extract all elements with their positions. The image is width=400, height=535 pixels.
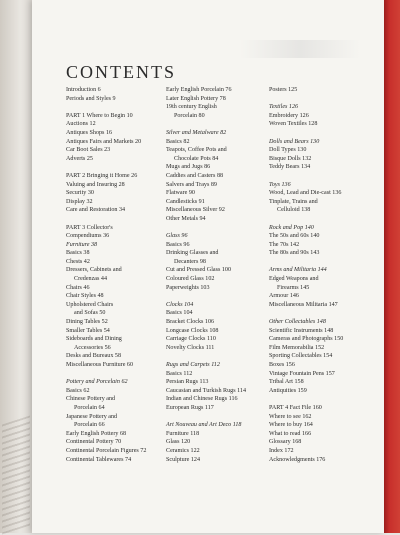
toc-entry: Smaller Tables 54 <box>66 327 110 334</box>
toc-entry: Bracket Clocks 106 <box>166 319 215 326</box>
toc-entry: Antiques Shops 16 <box>66 129 113 136</box>
toc-part-heading: PART 1 Where to Begin 10 <box>66 112 133 119</box>
toc-gap <box>66 163 162 172</box>
toc-gap <box>166 352 270 361</box>
toc-gap <box>166 224 270 233</box>
toc-gap <box>166 120 270 129</box>
toc-entry: Dining Tables 52 <box>66 319 108 326</box>
toc-entry: Display 32 <box>66 198 93 205</box>
toc-entry: 19th century English <box>166 104 217 111</box>
toc-section-heading: Toys 136 <box>269 181 291 188</box>
toc-section-heading: Glass 96 <box>166 233 188 240</box>
toc-entry: Antiquities 159 <box>269 387 307 394</box>
toc-entry: Paperweights 103 <box>166 284 210 291</box>
toc-section-heading: Furniture 38 <box>66 241 98 248</box>
toc-entry: Where to buy 164 <box>269 422 313 429</box>
toc-entry: Early English Pottery 68 <box>66 430 127 437</box>
toc-gap <box>269 95 373 104</box>
toc-section-heading: Clocks 104 <box>166 301 194 308</box>
toc-entry: Salvers and Trays 89 <box>166 181 217 188</box>
toc-entry: Cameras and Photographs 150 <box>269 336 344 343</box>
toc-entry-continuation: Credenzas 44 <box>74 276 107 283</box>
toc-entry: Introduction 6 <box>66 87 101 93</box>
toc-entry-continuation: Firearms 145 <box>277 284 310 291</box>
toc-gap <box>166 292 270 301</box>
toc-entry: Security 30 <box>66 190 94 197</box>
toc-gap <box>269 309 373 318</box>
toc-entry-continuation: Porcelain 80 <box>174 112 205 119</box>
toc-entry-continuation: Porcelain 66 <box>74 422 105 429</box>
toc-part-heading: PART 3 Collector's <box>66 224 113 231</box>
toc-entry: The 50s and 60s 140 <box>269 233 320 240</box>
toc-entry: Teddy Bears 134 <box>269 164 311 171</box>
toc-entry: Chair Styles 48 <box>66 293 104 300</box>
toc-entry-continuation: and Sofas 50 <box>74 310 106 317</box>
toc-entry: Armour 146 <box>269 293 299 300</box>
toc-entry: Basics 38 <box>66 250 90 257</box>
toc-entry: Furniture 118 <box>166 430 200 437</box>
toc-section-heading: Arms and Militaria 144 <box>269 267 327 274</box>
toc-section-heading: Pottery and Porcelain 62 <box>66 379 128 386</box>
toc-entry: European Rugs 117 <box>166 404 214 411</box>
toc-entry-continuation: Porcelain 64 <box>74 404 105 411</box>
toc-entry: Continental Pottery 70 <box>66 439 122 446</box>
toc-column-1 <box>66 86 162 464</box>
toc-entry: Care and Restoration 34 <box>66 207 126 214</box>
toc-entry: Auctions 12 <box>66 121 96 128</box>
toc-entry-continuation: Decanters 98 <box>174 258 206 265</box>
toc-gap <box>66 215 162 224</box>
toc-entry-continuation: Chocolate Pots 84 <box>174 155 219 162</box>
toc-entry: Glass 120 <box>166 439 191 446</box>
toc-section-heading: Other Collectables 148 <box>269 319 326 326</box>
toc-section-heading: Rugs and Carpets 112 <box>166 362 220 368</box>
toc-entry: Later English Pottery 78 <box>166 95 226 102</box>
toc-entry: Miscellaneous Militaria 147 <box>269 301 338 308</box>
toc-entry: Doll Types 130 <box>269 147 307 154</box>
toc-entry: Miscellaneous Silver 92 <box>166 207 225 214</box>
toc-entry: Vintage Fountain Pens 157 <box>269 370 335 377</box>
toc-section-heading: Art Nouveau and Art Deco 118 <box>166 422 242 429</box>
toc-gap <box>269 172 373 181</box>
toc-gap <box>66 370 162 379</box>
toc-entry: Edged Weapons and <box>269 276 319 283</box>
toc-entry: The 80s and 90s 143 <box>269 250 320 257</box>
toc-entry: Basics 62 <box>66 387 90 394</box>
toc-entry: Sideboards and Dining <box>66 336 122 343</box>
toc-entry: Continental Porcelain Figures 72 <box>66 447 147 454</box>
toc-section-heading: Rock and Pop 140 <box>269 224 314 231</box>
toc-entry: Indian and Chinese Rugs 116 <box>166 396 238 403</box>
toc-entry: Mugs and Jugs 86 <box>166 164 211 171</box>
toc-section-heading: Silver and Metalware 82 <box>166 129 227 136</box>
toc-entry: Index 172 <box>269 447 294 454</box>
toc-gap <box>269 129 373 138</box>
toc-entry: Coloured Glass 102 <box>166 276 215 283</box>
toc-part-heading: PART 2 Bringing it Home 26 <box>66 172 138 179</box>
toc-gap <box>269 258 373 267</box>
toc-entry: Sculpture 124 <box>166 456 201 463</box>
toc-part-heading: Compendiums 36 <box>66 233 110 240</box>
toc-entry: Wood, Lead and Die-cast 136 <box>269 190 342 197</box>
toc-entry-continuation: Accessories 56 <box>74 344 111 351</box>
toc-entry: Basics 96 <box>166 241 190 248</box>
toc-entry: Boxes 156 <box>269 362 295 368</box>
toc-part-heading: PART 4 Fact File 160 <box>269 404 322 411</box>
toc-entry: Longcase Clocks 108 <box>166 327 219 334</box>
toc-entry: Posters 125 <box>269 87 298 93</box>
toc-entry: Adverts 25 <box>66 155 93 162</box>
facing-page-edge <box>0 0 34 533</box>
toc-entry: Basics 112 <box>166 370 193 377</box>
toc-entry: Chairs 46 <box>66 284 90 291</box>
toc-column-3 <box>269 86 373 464</box>
toc-column-2 <box>166 86 270 464</box>
toc-entry: Basics 104 <box>166 310 193 317</box>
toc-entry: Valuing and Insuring 28 <box>66 181 125 188</box>
toc-entry: Antiques Fairs and Markets 20 <box>66 138 142 145</box>
toc-entry: Early English Porcelain 76 <box>166 87 232 93</box>
toc-entry: Embroidery 126 <box>269 112 309 119</box>
toc-entry: Candlesticks 91 <box>166 198 205 205</box>
toc-entry: Sporting Collectables 154 <box>269 353 333 360</box>
toc-entry: Dressers, Cabinets and <box>66 267 122 274</box>
toc-entry: Where to see 162 <box>269 413 312 420</box>
toc-entry: Scientific Instruments 148 <box>269 327 334 334</box>
toc-entry: Tribal Art 158 <box>269 379 304 386</box>
toc-section-heading: Textiles 126 <box>269 104 299 111</box>
toc-gap <box>166 413 270 422</box>
toc-entry: Continental Tablewares 74 <box>66 456 132 463</box>
toc-entry: Acknowledgments 176 <box>269 456 326 463</box>
toc-entry: Chinese Pottery and <box>66 396 116 403</box>
toc-entry: Desks and Bureaux 58 <box>66 353 122 360</box>
page-title: CONTENTS <box>66 62 176 82</box>
toc-entry: Cut and Pressed Glass 100 <box>166 267 231 274</box>
toc-entry: Glossary 168 <box>269 439 302 446</box>
toc-entry: Teapots, Coffee Pots and <box>166 147 227 154</box>
toc-entry: Japanese Pottery and <box>66 413 118 420</box>
toc-entry: Upholstered Chairs <box>66 301 114 308</box>
toc-entry: Chests 42 <box>66 258 90 265</box>
toc-entry: Basics 82 <box>166 138 190 145</box>
toc-gap <box>269 395 373 404</box>
toc-entry: Other Metals 94 <box>166 215 206 222</box>
toc-entry: Car Boot Sales 23 <box>66 147 111 154</box>
toc-entry: Persian Rugs 113 <box>166 379 209 386</box>
toc-entry-continuation: Celluloid 138 <box>277 207 311 214</box>
toc-section-heading: Dolls and Bears 130 <box>269 138 320 145</box>
toc-entry: Carriage Clocks 110 <box>166 336 216 343</box>
toc-entry: Woven Textiles 128 <box>269 121 318 128</box>
toc-entry: Caucasian and Turkish Rugs 114 <box>166 387 247 394</box>
toc-entry: Drinking Glasses and <box>166 250 219 257</box>
toc-entry: Periods and Styles 9 <box>66 95 116 102</box>
toc-entry: What to read 166 <box>269 430 312 437</box>
toc-gap <box>66 103 162 112</box>
toc-entry: Caddies and Casters 88 <box>166 172 224 179</box>
toc-entry: Miscellaneous Furniture 60 <box>66 362 134 368</box>
toc-entry: Flatware 90 <box>166 190 195 197</box>
toc-entry: Film Memorabilia 152 <box>269 344 325 351</box>
toc-entry: Ceramics 122 <box>166 447 200 454</box>
toc-entry: Novelty Clocks 111 <box>166 344 215 351</box>
book-cover-edge <box>383 0 400 533</box>
toc-entry: Tinplate, Trains and <box>269 198 318 205</box>
facing-page-text-blur <box>2 415 30 534</box>
show-through-heading <box>240 40 360 58</box>
toc-entry: Bisque Dolls 132 <box>269 155 312 162</box>
toc-gap <box>269 215 373 224</box>
toc-entry: The 70s 142 <box>269 241 300 248</box>
